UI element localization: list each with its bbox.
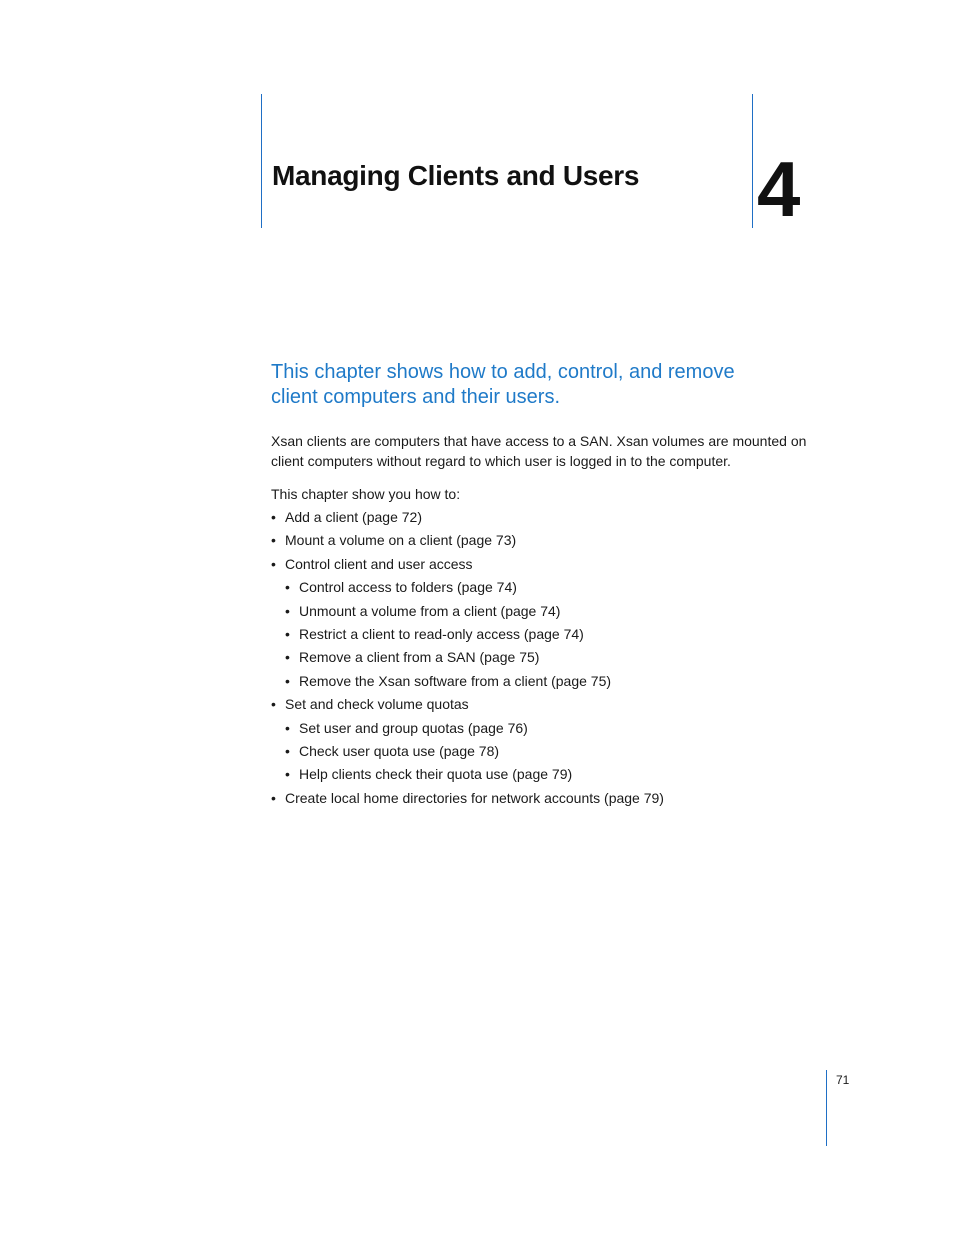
list-item-text: Set and check volume quotas — [285, 696, 469, 713]
bullet-marker: • — [285, 672, 290, 689]
list-item-text: Control client and user access — [285, 555, 473, 572]
chapter-title: Managing Clients and Users — [272, 160, 640, 191]
bullet-marker: • — [285, 649, 290, 666]
page-number: 71 — [836, 1073, 850, 1087]
list-item-text: Create local home directories for network accounts (page 79) — [285, 789, 664, 806]
list-item-text: Remove a client from a SAN (page 75) — [299, 649, 540, 666]
folio-rule — [826, 1070, 827, 1146]
list-item-text: Check user quota use (page 78) — [299, 742, 500, 759]
chapter-intro: This chapter shows how to add, control, and remove client computers and their users. — [271, 361, 735, 408]
bullet-marker: • — [285, 719, 290, 736]
list-item-text: Remove the Xsan software from a client (page 75) — [299, 672, 612, 689]
bullet-marker: • — [285, 602, 290, 619]
chapter-rule-left — [261, 94, 262, 228]
list-item-text: Restrict a client to read-only access (page 74) — [299, 625, 584, 642]
list-item-text: Unmount a volume from a client (page 74) — [299, 602, 561, 619]
bullet-marker: • — [285, 579, 290, 596]
bullet-marker: • — [285, 766, 290, 783]
list-intro: This chapter show you how to: — [271, 486, 461, 502]
bullet-marker: • — [271, 509, 276, 525]
bullet-marker: • — [271, 555, 276, 572]
list-item-text: Add a client (page 72) — [285, 509, 422, 525]
bullet-marker: • — [271, 789, 276, 806]
chapter-number: 4 — [757, 145, 801, 233]
bullet-marker: • — [271, 696, 276, 713]
bullet-marker: • — [285, 742, 290, 759]
list-item-text: Control access to folders (page 74) — [299, 579, 517, 596]
chapter-rule-right — [752, 94, 753, 228]
list-item-text: Help clients check their quota use (page 79) — [299, 766, 573, 783]
list-item-text: Set user and group quotas (page 76) — [299, 719, 528, 736]
bullet-marker: • — [271, 532, 276, 549]
list-item-text: Mount a volume on a client (page 73) — [285, 532, 517, 549]
body-paragraph: Xsan clients are computers that have access to a SAN. Xsan volumes are mounted on client computers without regard to which user is logged in to the computer. — [271, 433, 807, 469]
bullet-marker: • — [285, 625, 290, 642]
